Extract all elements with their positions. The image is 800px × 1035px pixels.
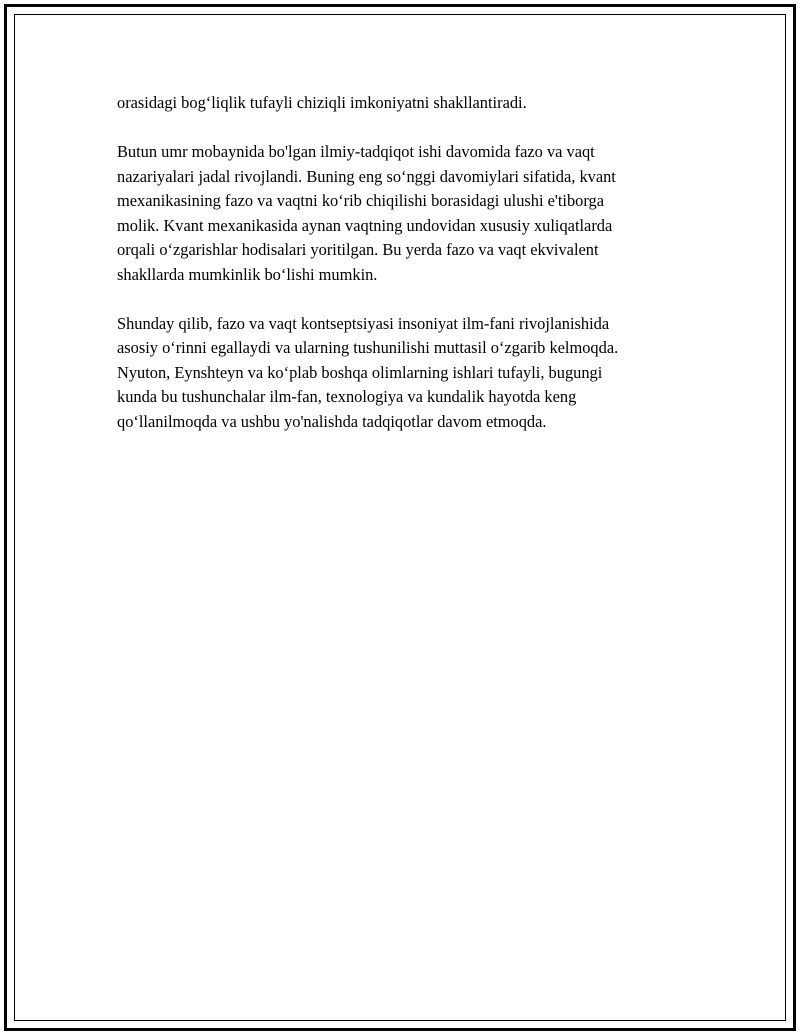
document-body: [117, 91, 687, 459]
text-line: mexanikasining fazo va vaqtni ko‘rib chiqilishi borasidagi ulushi e'tiborga: [117, 191, 604, 210]
paragraph-2: [117, 140, 687, 287]
text-line: kunda bu tushunchalar ilm-fan, texnologiya va kundalik hayotda keng: [117, 387, 577, 406]
text-line: shakllarda mumkinlik bo‘lishi mumkin.: [117, 264, 378, 284]
text-line: Nyuton, Eynshteyn va ko‘plab boshqa olimlarning ishlari tufayli, bugungi: [117, 362, 603, 382]
text-line: Shunday qilib, fazo va vaqt kontseptsiyasi insoniyat ilm-fani rivojlanishida: [117, 313, 610, 333]
text-line: asosiy o‘rinni egallaydi va ularning tushunilishi muttasil o‘zgarib kelmoqda.: [117, 338, 619, 357]
paragraph-3: [117, 312, 687, 435]
text-line: molik. Kvant mexanikasida aynan vaqtning undovidan xususiy xuliqatlarda: [117, 215, 613, 235]
text-line: Butun umr mobaynida bo'lgan ilmiy-tadqiqot ishi davomida fazo va vaqt: [117, 142, 595, 161]
text-line: orqali o‘zgarishlar hodisalari yoritilgan. Bu yerda fazo va vaqt ekvivalent: [117, 240, 599, 259]
paragraph-1: [117, 91, 687, 116]
text-line: qo‘llanilmoqda va ushbu yo'nalishda tadqiqotlar davom etmoqda.: [117, 411, 547, 431]
text-line: nazariyalari jadal rivojlandi. Buning eng so‘nggi davomiylari sifatida, kvant: [117, 166, 616, 186]
text-line: orasidagi bog‘liqlik tufayli chiziqli imkoniyatni shakllantiradi.: [117, 93, 527, 112]
